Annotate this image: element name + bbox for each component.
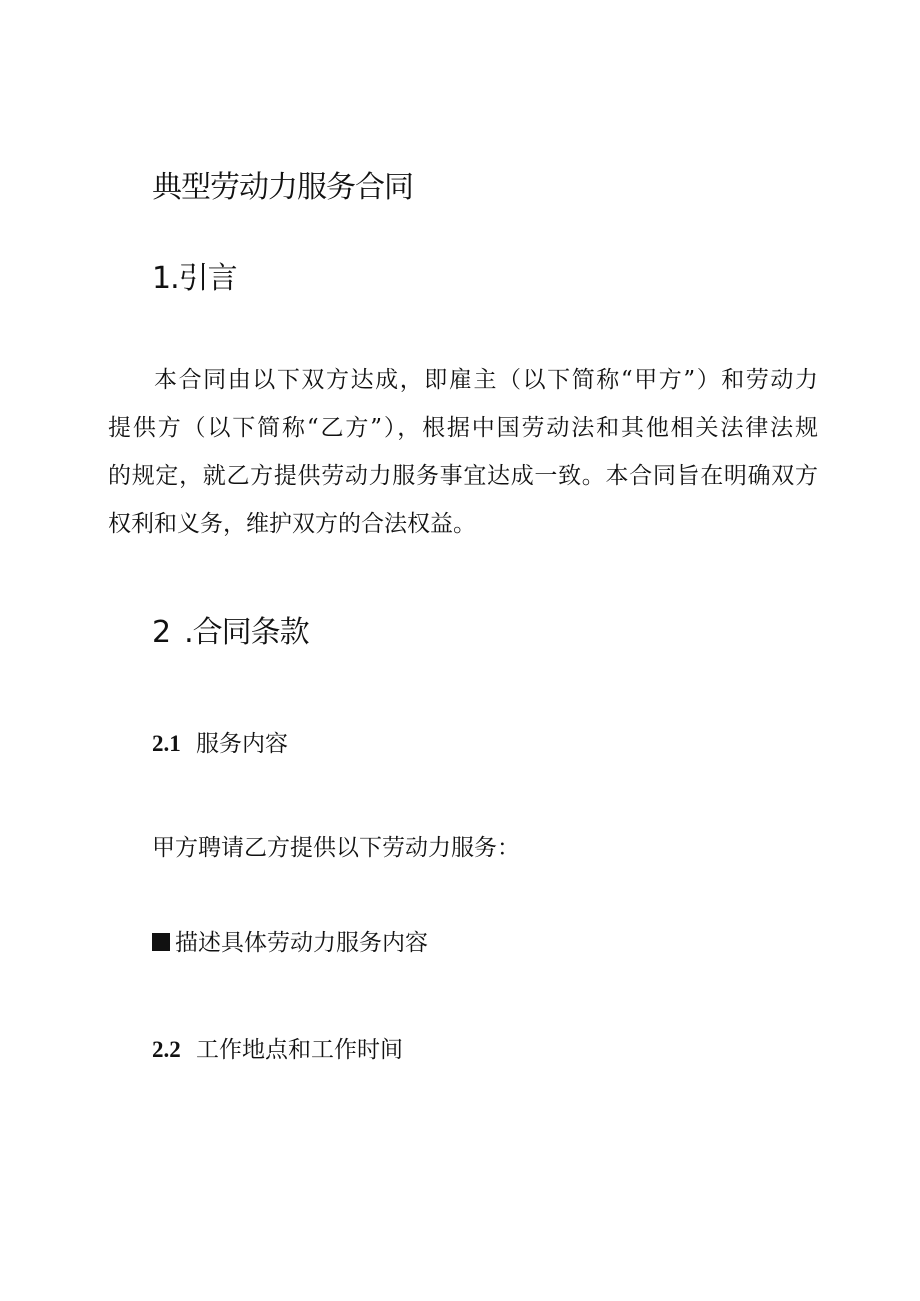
paragraph-line: 本合同由以下双方达成，即雇主（以下简称“甲方”）和劳动力 <box>154 367 818 393</box>
section-2-heading <box>152 613 309 653</box>
subsection-2-2-heading <box>152 1034 403 1066</box>
paragraph-line: 的规定，就乙方提供劳动力服务事宜达成一致。本合同旨在明确双方 <box>108 463 818 489</box>
introduction-paragraph <box>108 356 820 548</box>
subsection-2-1-heading <box>152 728 288 760</box>
bullet-text: 描述具体劳动力服务内容 <box>175 930 428 956</box>
section-2-number: 2 <box>152 615 171 650</box>
subsection-2-1-number: 2.1 <box>152 731 181 756</box>
subsection-2-2-title: 工作地点和工作时间 <box>196 1037 403 1063</box>
section-2-title: .合同条款 <box>184 615 309 650</box>
square-bullet-icon <box>152 933 170 951</box>
bullet-item <box>152 927 428 959</box>
subsection-2-1-title: 服务内容 <box>196 731 288 757</box>
paragraph-line: 权利和义务，维护双方的合法权益。 <box>108 511 476 537</box>
section-1-heading <box>152 259 237 299</box>
service-intro-text: 甲方聘请乙方提供以下劳动力服务： <box>152 835 520 861</box>
paragraph-line: 提供方（以下简称“乙方”），根据中国劳动法和其他相关法律法规 <box>108 415 818 441</box>
document-title: 典型劳动力服务合同 <box>152 170 413 205</box>
subsection-2-2-number: 2.2 <box>152 1037 181 1062</box>
section-1-number: 1. <box>152 261 179 296</box>
section-1-title: 引言 <box>178 261 237 296</box>
